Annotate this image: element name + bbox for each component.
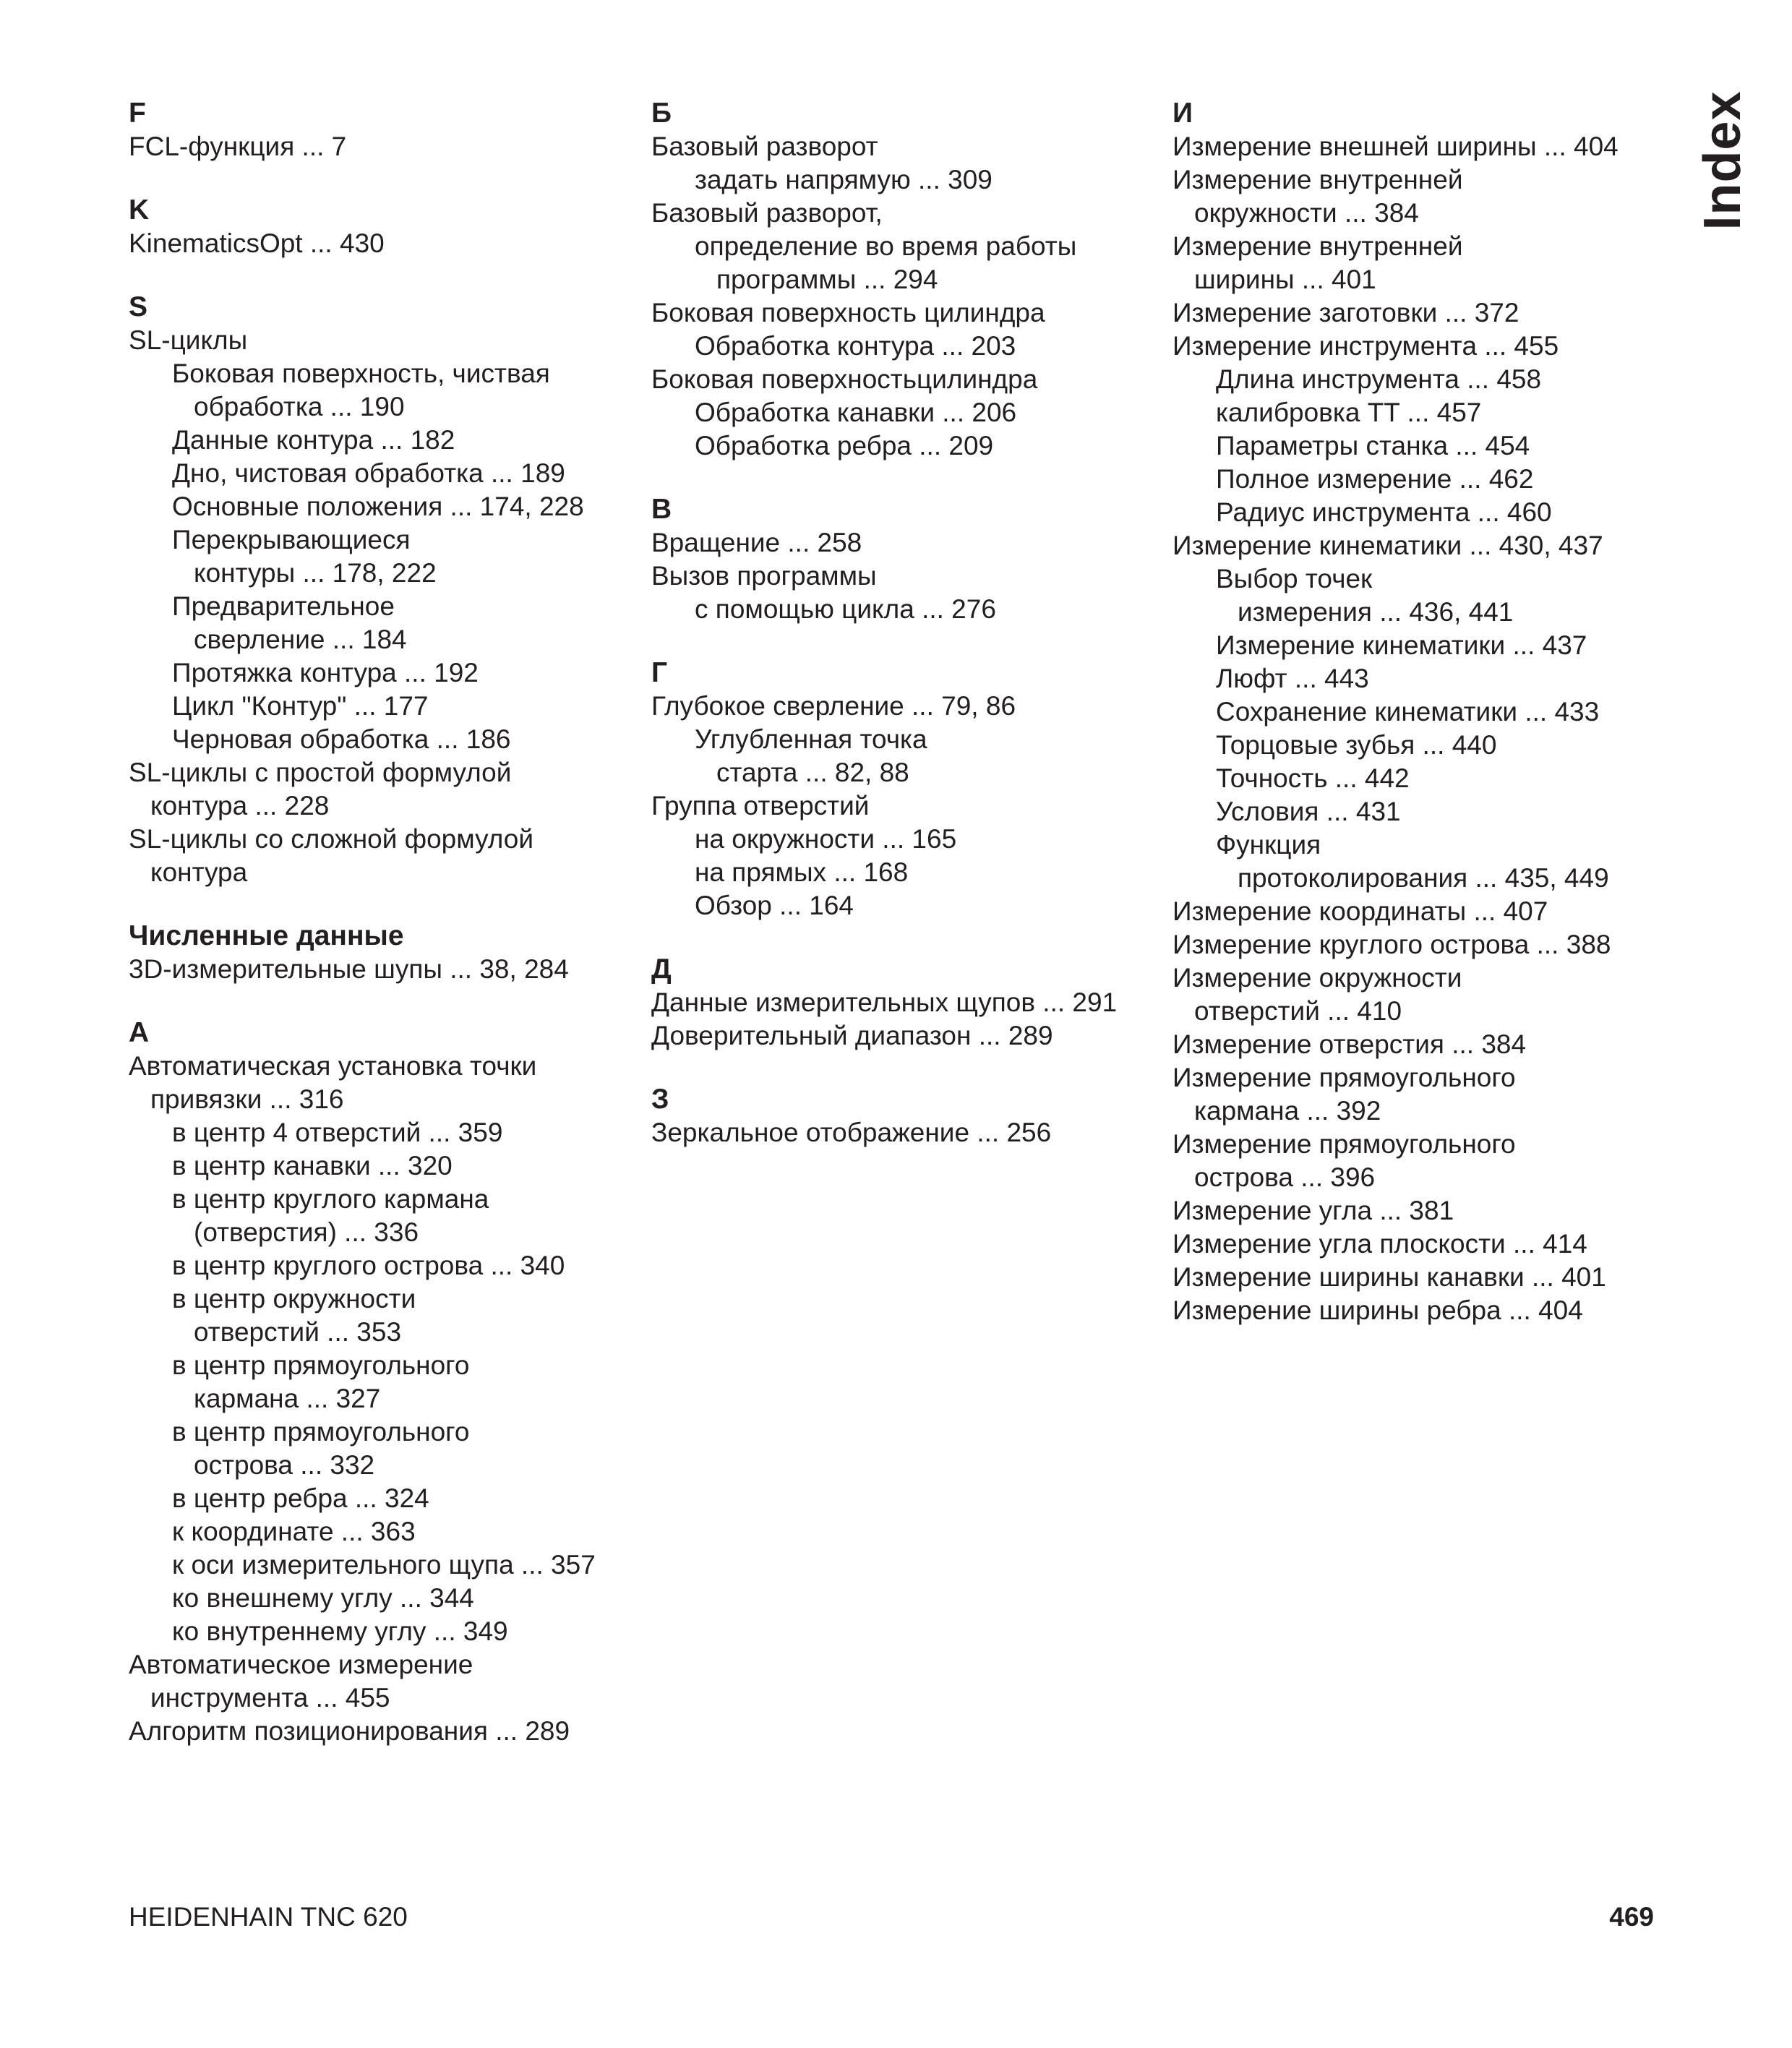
index-subentry: в центр 4 отверстий ... 359 xyxy=(172,1118,503,1147)
index-subentry: в центр ребра ... 324 xyxy=(172,1483,429,1513)
index-entry: SL-циклы с простой формулой xyxy=(129,758,512,787)
index-subentry: к координате ... 363 xyxy=(172,1517,416,1546)
index-subentry: с помощью цикла ... 276 xyxy=(695,594,996,624)
index-subentry: отверстий ... 410 xyxy=(1194,996,1402,1026)
index-subentry: Обзор ... 164 xyxy=(695,891,854,920)
index-section-heading: Г xyxy=(651,657,668,688)
index-subentry: Функция xyxy=(1216,830,1321,860)
index-section-heading: Численные данные xyxy=(129,920,404,951)
index-subentry: в центр круглого острова ... 340 xyxy=(172,1251,565,1280)
index-subentry: Основные положения ... 174, 228 xyxy=(172,492,584,521)
index-entry: Измерение окружности xyxy=(1172,963,1462,993)
index-subentry: Точность ... 442 xyxy=(1216,763,1410,793)
index-section xyxy=(129,1016,620,1748)
index-subentry: программы ... 294 xyxy=(716,265,938,294)
index-subentry: контуры ... 178, 222 xyxy=(194,558,437,588)
index-entry: Боковая поверхность цилиндра xyxy=(651,298,1045,327)
index-entry: Автоматическая установка точки xyxy=(129,1051,537,1081)
index-subentry: сверление ... 184 xyxy=(194,625,407,654)
index-subentry: отверстий ... 353 xyxy=(194,1317,402,1347)
index-subentry: Предварительное xyxy=(172,591,395,621)
index-entry: Измерение прямоугольного xyxy=(1172,1129,1516,1159)
index-subentry: контура ... 228 xyxy=(150,791,330,821)
index-subentry: ко внешнему углу ... 344 xyxy=(172,1583,474,1613)
index-entry: Вызов программы xyxy=(651,561,877,591)
index-entry: Измерение отверстия ... 384 xyxy=(1172,1029,1527,1059)
index-section-heading: В xyxy=(651,494,672,525)
index-subentry: Черновая обработка ... 186 xyxy=(172,724,511,754)
index-section xyxy=(651,656,1157,922)
index-subentry: Дно, чистовая обработка ... 189 xyxy=(172,458,565,488)
index-tab-text: Index xyxy=(1694,90,1752,231)
index-entry: Измерение внутренней xyxy=(1172,231,1463,261)
index-subentry: в центр прямоугольного xyxy=(172,1350,470,1380)
index-entry: Измерение угла плоскости ... 414 xyxy=(1172,1229,1587,1259)
index-entry: Глубокое сверление ... 79, 86 xyxy=(651,691,1016,721)
index-column-3 xyxy=(1172,97,1679,1358)
index-subentry: Перекрывающиеся xyxy=(172,525,411,554)
index-entry: Измерение кинематики ... 430, 437 xyxy=(1172,531,1603,560)
index-subentry: Углубленная точка xyxy=(695,724,927,754)
index-entry: Измерение инструмента ... 455 xyxy=(1172,331,1559,361)
index-entry: Измерение внешней ширины ... 404 xyxy=(1172,132,1619,161)
index-subentry: Обработка ребра ... 209 xyxy=(695,431,994,460)
index-entry: SL-циклы со сложной формулой xyxy=(129,824,534,854)
index-section xyxy=(129,97,620,163)
index-subentry: Радиус инструмента ... 460 xyxy=(1216,497,1552,527)
index-entry: Измерение круглого острова ... 388 xyxy=(1172,930,1611,959)
index-section-heading: Д xyxy=(651,954,672,985)
index-subentry: Обработка канавки ... 206 xyxy=(695,398,1017,427)
index-entry: Боковая поверхностьцилиндра xyxy=(651,364,1038,394)
index-entry: Измерение заготовки ... 372 xyxy=(1172,298,1519,327)
index-subentry: Боковая поверхность, чиствая xyxy=(172,359,550,388)
index-entry: KinematicsOpt ... 430 xyxy=(129,228,385,258)
index-subentry: обработка ... 190 xyxy=(194,392,405,421)
index-subentry: в центр канавки ... 320 xyxy=(172,1151,453,1181)
index-column-2 xyxy=(651,97,1157,1180)
index-subentry: острова ... 332 xyxy=(194,1450,375,1480)
index-subentry: ширины ... 401 xyxy=(1194,265,1376,294)
index-subentry: привязки ... 316 xyxy=(150,1084,344,1114)
index-subentry: (отверстия) ... 336 xyxy=(194,1217,419,1247)
index-subentry: на прямых ... 168 xyxy=(695,857,909,887)
index-entry: Измерение прямоугольного xyxy=(1172,1063,1516,1092)
index-entry: Алгоритм позиционирования ... 289 xyxy=(129,1716,570,1746)
index-entry: Базовый разворот, xyxy=(651,198,883,228)
index-section xyxy=(129,291,620,889)
index-section-heading: S xyxy=(129,291,148,322)
index-subentry: Протяжка контура ... 192 xyxy=(172,658,479,687)
index-subentry: Люфт ... 443 xyxy=(1216,664,1369,693)
index-subentry: Сохранение кинематики ... 433 xyxy=(1216,697,1600,727)
index-subentry: ко внутреннему углу ... 349 xyxy=(172,1616,508,1646)
index-subentry: в центр окружности xyxy=(172,1284,416,1314)
index-section-heading: З xyxy=(651,1084,669,1115)
index-entry: Доверительный диапазон ... 289 xyxy=(651,1021,1053,1050)
index-column-1 xyxy=(129,97,620,1778)
index-entry: Данные измерительных щупов ... 291 xyxy=(651,987,1118,1017)
index-subentry: в центр прямоугольного xyxy=(172,1417,470,1447)
index-section-heading: F xyxy=(129,98,146,129)
index-section xyxy=(651,1083,1157,1149)
index-section xyxy=(129,920,620,986)
index-entry: Измерение координаты ... 407 xyxy=(1172,896,1548,926)
index-subentry: Обработка контура ... 203 xyxy=(695,331,1016,361)
index-subentry: окружности ... 384 xyxy=(1194,198,1419,228)
index-subentry: Длина инструмента ... 458 xyxy=(1216,364,1542,394)
index-subentry: определение во время работы xyxy=(695,231,1077,261)
index-subentry: контура xyxy=(150,857,248,887)
index-subentry: Данные контура ... 182 xyxy=(172,425,455,455)
index-subentry: измерения ... 436, 441 xyxy=(1238,597,1514,627)
index-tab-label xyxy=(1690,88,1755,233)
index-entry: 3D-измерительные шупы ... 38, 284 xyxy=(129,954,569,984)
index-entry: Измерение ширины канавки ... 401 xyxy=(1172,1262,1606,1292)
index-subentry: задать напрямую ... 309 xyxy=(695,165,993,194)
index-subentry: на окружности ... 165 xyxy=(695,824,957,854)
index-section xyxy=(1172,97,1679,1327)
index-subentry: к оси измерительного щупа ... 357 xyxy=(172,1550,596,1580)
index-section-heading: K xyxy=(129,194,150,226)
index-entry: Базовый разворот xyxy=(651,132,878,161)
index-subentry: Выбор точек xyxy=(1216,564,1373,594)
index-entry: Измерение внутренней xyxy=(1172,165,1463,194)
index-entry: Зеркальное отображение ... 256 xyxy=(651,1118,1052,1147)
index-section xyxy=(651,953,1157,1053)
index-subentry: старта ... 82, 88 xyxy=(716,758,909,787)
index-subentry: острова ... 396 xyxy=(1194,1162,1376,1192)
index-entry: FCL-функция ... 7 xyxy=(129,132,347,161)
index-section xyxy=(129,194,620,260)
index-subentry: кармана ... 327 xyxy=(194,1384,381,1413)
index-entry: Группа отверстий xyxy=(651,791,870,821)
index-subentry: Торцовые зубья ... 440 xyxy=(1216,730,1497,760)
index-subentry: калибровка TT ... 457 xyxy=(1216,398,1482,427)
footer-page-number: 469 xyxy=(1609,1902,1654,1932)
footer-product-name: HEIDENHAIN TNC 620 xyxy=(129,1902,408,1932)
index-subentry: инструмента ... 455 xyxy=(150,1683,390,1713)
index-subentry: кармана ... 392 xyxy=(1194,1096,1381,1126)
index-entry: Измерение угла ... 381 xyxy=(1172,1196,1454,1225)
index-subentry: Условия ... 431 xyxy=(1216,797,1401,826)
index-section xyxy=(651,97,1157,463)
index-section-heading: Б xyxy=(651,98,672,129)
index-entry: Вращение ... 258 xyxy=(651,528,862,557)
index-section-heading: И xyxy=(1172,98,1193,129)
index-subentry: Полное измерение ... 462 xyxy=(1216,464,1534,494)
index-subentry: Измерение кинематики ... 437 xyxy=(1216,630,1587,660)
index-entry: Автоматическое измерение xyxy=(129,1650,473,1679)
index-subentry: Параметры станка ... 454 xyxy=(1216,431,1530,460)
index-section-heading: А xyxy=(129,1017,150,1048)
index-entry: SL-циклы xyxy=(129,325,248,355)
index-entry: Измерение ширины ребра ... 404 xyxy=(1172,1295,1583,1325)
index-subentry: протоколирования ... 435, 449 xyxy=(1238,863,1609,893)
index-subentry: в центр круглого кармана xyxy=(172,1184,489,1214)
index-section xyxy=(651,493,1157,626)
index-subentry: Цикл "Контур" ... 177 xyxy=(172,691,429,721)
